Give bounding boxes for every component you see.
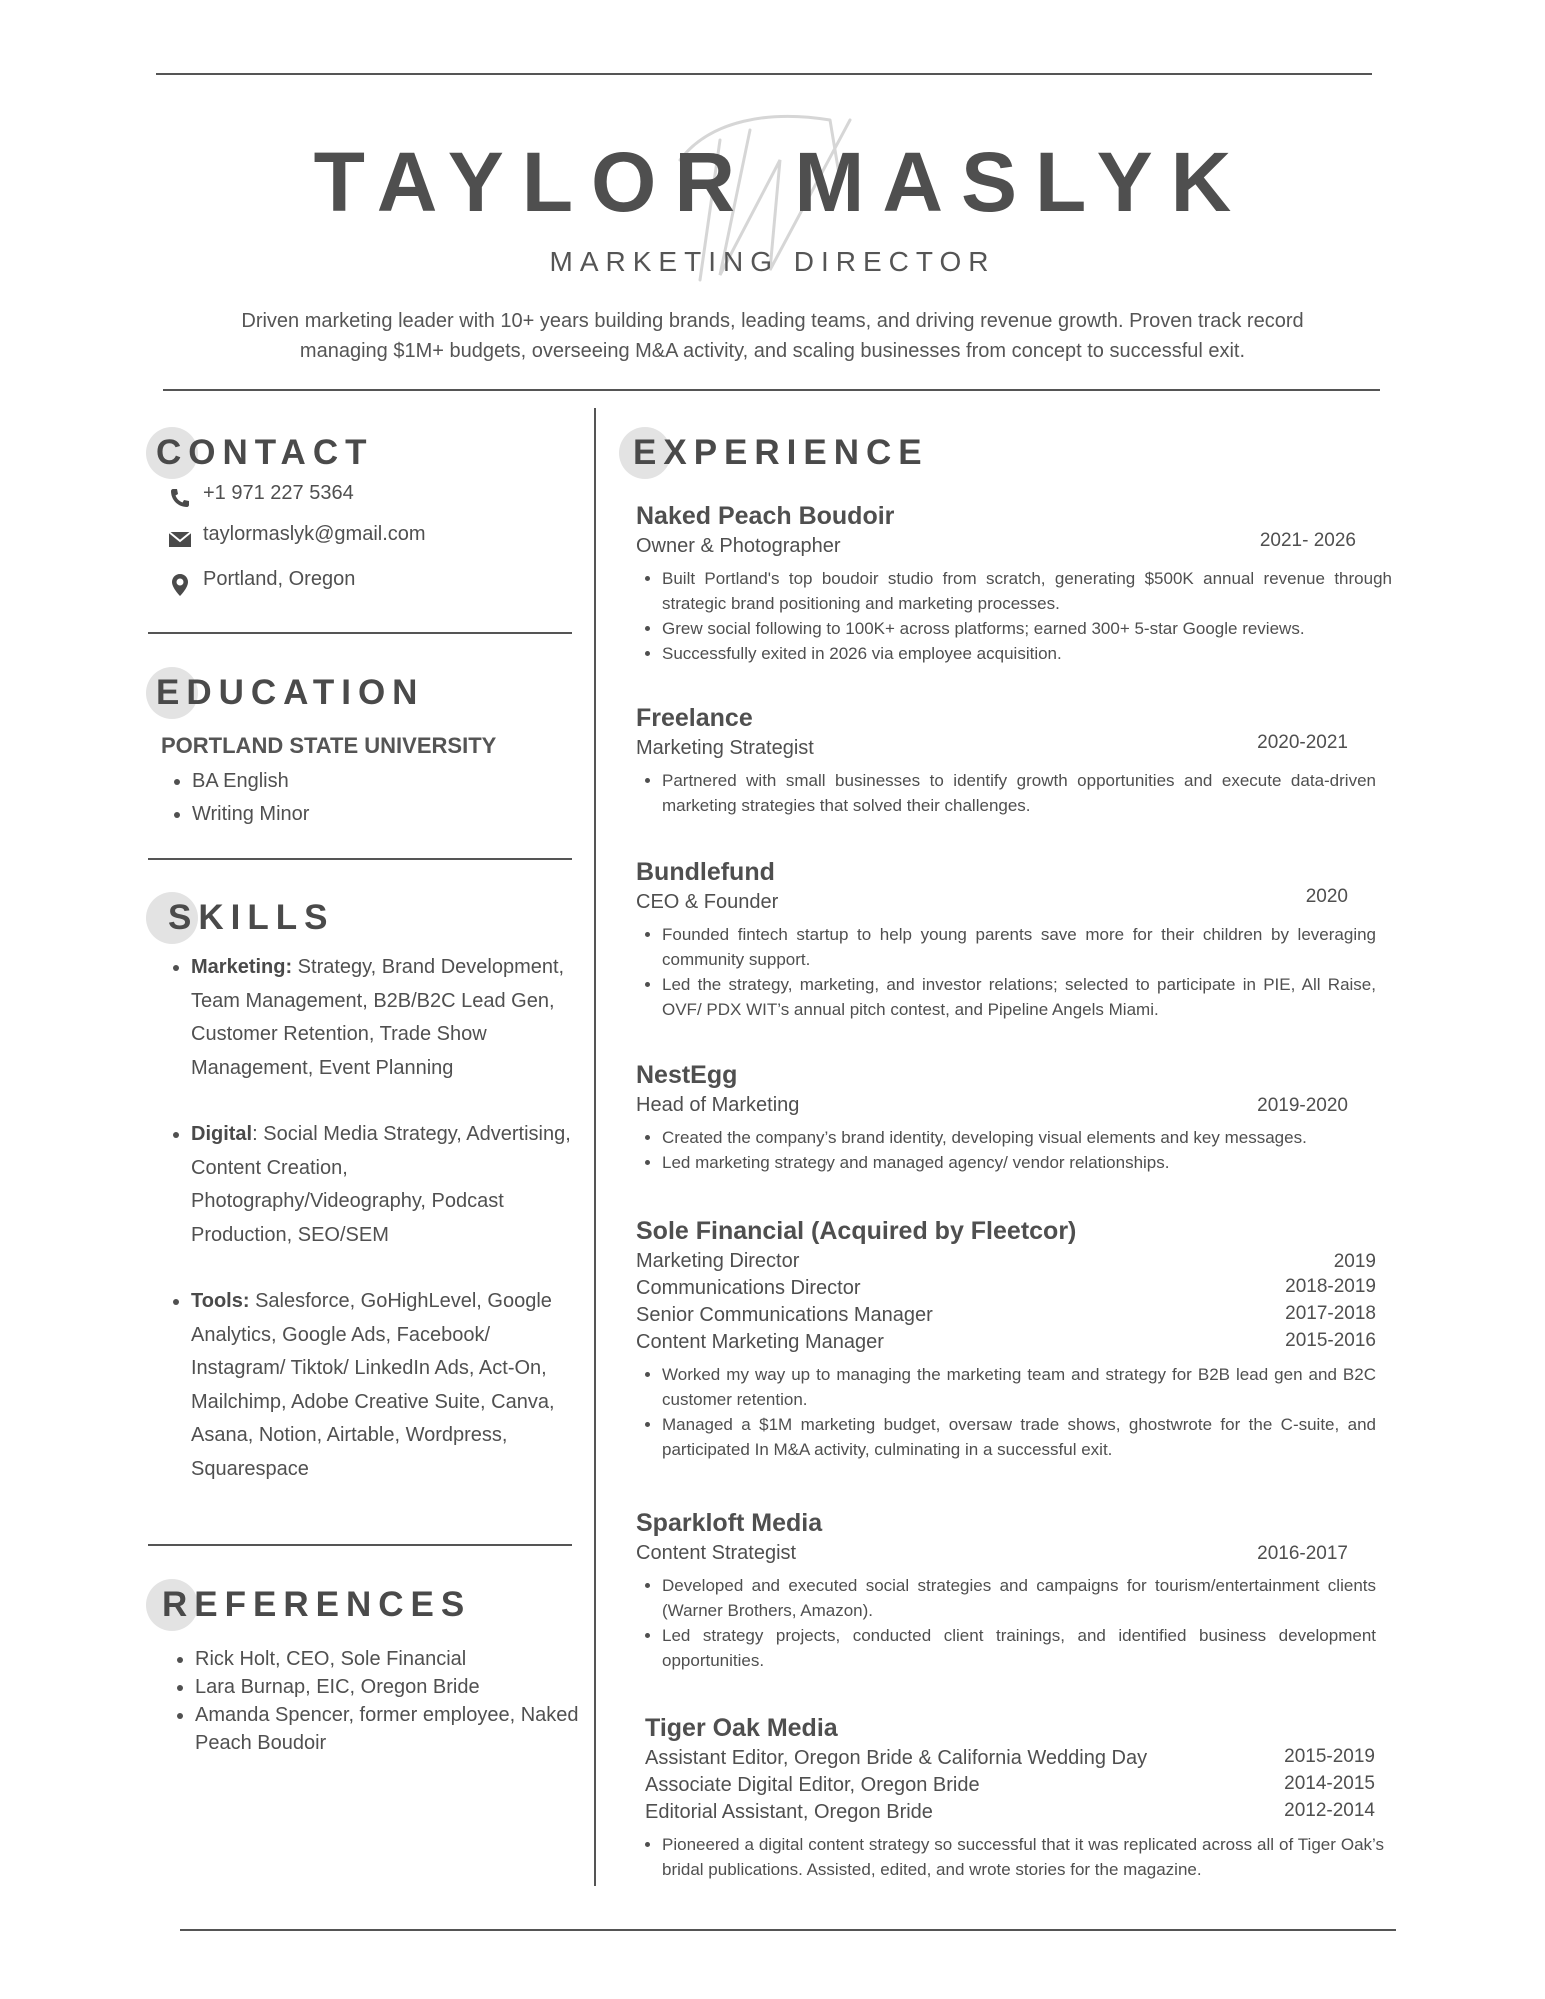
role-row bbox=[636, 1275, 1376, 1302]
school-name: PORTLAND STATE UNIVERSITY bbox=[161, 733, 497, 758]
role-row bbox=[645, 1745, 1375, 1772]
job-entry bbox=[636, 1214, 1376, 1462]
job-bullet: • Built Portland's top boudoir studio from scratch, generating $500K annual revenue through strategic brand positioning and marketing processes. bbox=[662, 566, 1392, 616]
job-bullet: • Led marketing strategy and managed agency/ vendor relationships. bbox=[662, 1150, 1376, 1175]
profile-summary: Driven marketing leader with 10+ years building brands, leading teams, and driving revenue growth. Proven track record managing $1M+ budgets, overseeing M&A activity, and scaling businesses from concept to successful exit. bbox=[241, 310, 1304, 362]
role-dates: 2021- 2026 bbox=[1259, 530, 1356, 551]
mail-icon bbox=[168, 527, 192, 551]
candidate-name: TAYLOR MASLYK bbox=[313, 135, 1250, 229]
company-name: Sole Financial (Acquired by Fleetcor) bbox=[636, 1217, 1077, 1245]
location-pin-icon bbox=[168, 570, 192, 600]
references-list bbox=[165, 1645, 595, 1757]
job-bullet: • Created the company’s brand identity, developing visual elements and key messages. bbox=[662, 1125, 1376, 1150]
location-value: Portland, Oregon bbox=[203, 568, 356, 590]
contact-rule bbox=[148, 632, 572, 634]
education-rule bbox=[148, 858, 572, 860]
job-entry bbox=[636, 701, 1376, 818]
education-item: • BA English bbox=[192, 765, 309, 798]
role-title: Editorial Assistant, Oregon Bride bbox=[645, 1801, 933, 1823]
phone-value[interactable]: +1 971 227 5364 bbox=[203, 482, 354, 504]
reference-item: • Lara Burnap, EIC, Oregon Bride bbox=[195, 1673, 595, 1701]
role-title: Content Strategist bbox=[636, 1542, 797, 1564]
reference-item: • Rick Holt, CEO, Sole Financial bbox=[195, 1645, 595, 1673]
job-bullet: • Led strategy projects, conducted client trainings, and identified business development opportunities. bbox=[662, 1623, 1376, 1673]
job-bullet: • Developed and executed social strategies and campaigns for tourism/entertainment clients (Warner Brothers, Amazon). bbox=[662, 1573, 1376, 1623]
job-bullet: • Successfully exited in 2026 via employee acquisition. bbox=[662, 641, 1376, 666]
role-row bbox=[636, 1540, 1376, 1567]
bottom-rule bbox=[180, 1929, 1396, 1931]
role-title: Marketing Director bbox=[636, 1250, 800, 1272]
company-name: Freelance bbox=[636, 704, 753, 732]
company-name: Tiger Oak Media bbox=[645, 1714, 838, 1742]
company-name: Bundlefund bbox=[636, 858, 775, 886]
role-title: Associate Digital Editor, Oregon Bride bbox=[645, 1774, 980, 1796]
role-dates: 2020 bbox=[1305, 886, 1348, 907]
role-row bbox=[645, 1772, 1375, 1799]
company-name: Sparkloft Media bbox=[636, 1509, 823, 1537]
education-item: • Writing Minor bbox=[192, 798, 309, 831]
phone-icon bbox=[168, 486, 192, 510]
top-rule bbox=[156, 73, 1372, 75]
job-entry bbox=[636, 1058, 1376, 1175]
company-name: NestEgg bbox=[636, 1061, 738, 1089]
role-row bbox=[636, 886, 1376, 916]
role-title: CEO & Founder bbox=[636, 891, 779, 913]
candidate-role: MARKETING DIRECTOR bbox=[549, 246, 996, 277]
role-dates: 2019-2020 bbox=[1257, 1095, 1348, 1116]
skills-list bbox=[161, 951, 581, 1519]
role-dates: 2012-2014 bbox=[1284, 1800, 1375, 1821]
company-name: Naked Peach Boudoir bbox=[636, 502, 895, 530]
role-row bbox=[636, 1302, 1376, 1329]
job-bullet: • Pioneered a digital content strategy so successful that it was replicated across all of Tiger Oak’s bridal publications. Assisted, edited, and wrote stories for the magazine. bbox=[662, 1832, 1384, 1882]
job-bullet: • Founded fintech startup to help young parents save more for their children by leveraging community support. bbox=[662, 922, 1376, 972]
role-title: Owner & Photographer bbox=[636, 535, 841, 557]
job-bullet: • Led the strategy, marketing, and investor relations; selected to participate in PIE, All Raise, OVF/ PDX WIT’s annual pitch contest, and Pipeline Angels Miami. bbox=[662, 972, 1376, 1022]
header-rule bbox=[163, 389, 1380, 391]
role-dates: 2019 bbox=[1333, 1251, 1376, 1272]
role-dates: 2016-2017 bbox=[1257, 1543, 1348, 1564]
role-dates: 2014-2015 bbox=[1284, 1773, 1375, 1794]
skills-rule bbox=[148, 1544, 572, 1546]
role-row bbox=[636, 1248, 1376, 1275]
role-row bbox=[636, 1092, 1376, 1119]
skill-item: • Digital: Social Media Strategy, Advertising, Content Creation, Photography/Videography, Podcast Production, SEO/SEM bbox=[191, 1118, 581, 1252]
role-title: Assistant Editor, Oregon Bride & California Wedding Day bbox=[645, 1747, 1148, 1769]
role-title: Senior Communications Manager bbox=[636, 1304, 933, 1326]
role-dates: 2015-2019 bbox=[1284, 1746, 1375, 1767]
role-title: Communications Director bbox=[636, 1277, 861, 1299]
role-dates: 2015-2016 bbox=[1285, 1330, 1376, 1351]
job-bullet: • Managed a $1M marketing budget, oversaw trade shows, ghostwrote for the C-suite, and participated In M&A activity, culminating in a successful exit. bbox=[662, 1412, 1376, 1462]
role-dates: 2020-2021 bbox=[1257, 732, 1348, 753]
email-value[interactable]: taylormaslyk@gmail.com bbox=[203, 523, 426, 545]
job-entry bbox=[636, 855, 1376, 1022]
role-title: Content Marketing Manager bbox=[636, 1331, 884, 1353]
skill-item: • Marketing: Strategy, Brand Development, Team Management, B2B/B2C Lead Gen, Customer Retention, Trade Show Management, Event Planning bbox=[191, 951, 581, 1085]
role-row bbox=[636, 1329, 1376, 1356]
skill-item: • Tools: Salesforce, GoHighLevel, Google Analytics, Google Ads, Facebook/ Instagram/ Tiktok/ LinkedIn Ads, Act-On, Mailchimp, Adobe Creative Suite, Canva, Asana, Notion, Airtable, Wordpress, Squarespace bbox=[191, 1285, 581, 1486]
job-entry bbox=[645, 1711, 1384, 1882]
education-details bbox=[162, 765, 309, 831]
role-row bbox=[636, 530, 1376, 560]
job-bullet: • Worked my way up to managing the marketing team and strategy for B2B lead gen and B2C customer retention. bbox=[662, 1362, 1376, 1412]
job-bullet: • Partnered with small businesses to identify growth opportunities and execute data-driven marketing strategies that solved their challenges. bbox=[662, 768, 1376, 818]
role-dates: 2018-2019 bbox=[1285, 1276, 1376, 1297]
role-row bbox=[645, 1799, 1375, 1826]
job-entry bbox=[636, 1506, 1376, 1673]
role-row bbox=[636, 732, 1376, 762]
role-title: Marketing Strategist bbox=[636, 737, 814, 759]
job-bullet: • Grew social following to 100K+ across platforms; earned 300+ 5-star Google reviews. bbox=[662, 616, 1376, 641]
role-title: Head of Marketing bbox=[636, 1094, 800, 1116]
reference-item: • Amanda Spencer, former employee, Naked Peach Boudoir bbox=[195, 1701, 595, 1757]
job-entry bbox=[636, 499, 1392, 666]
role-dates: 2017-2018 bbox=[1285, 1303, 1376, 1324]
